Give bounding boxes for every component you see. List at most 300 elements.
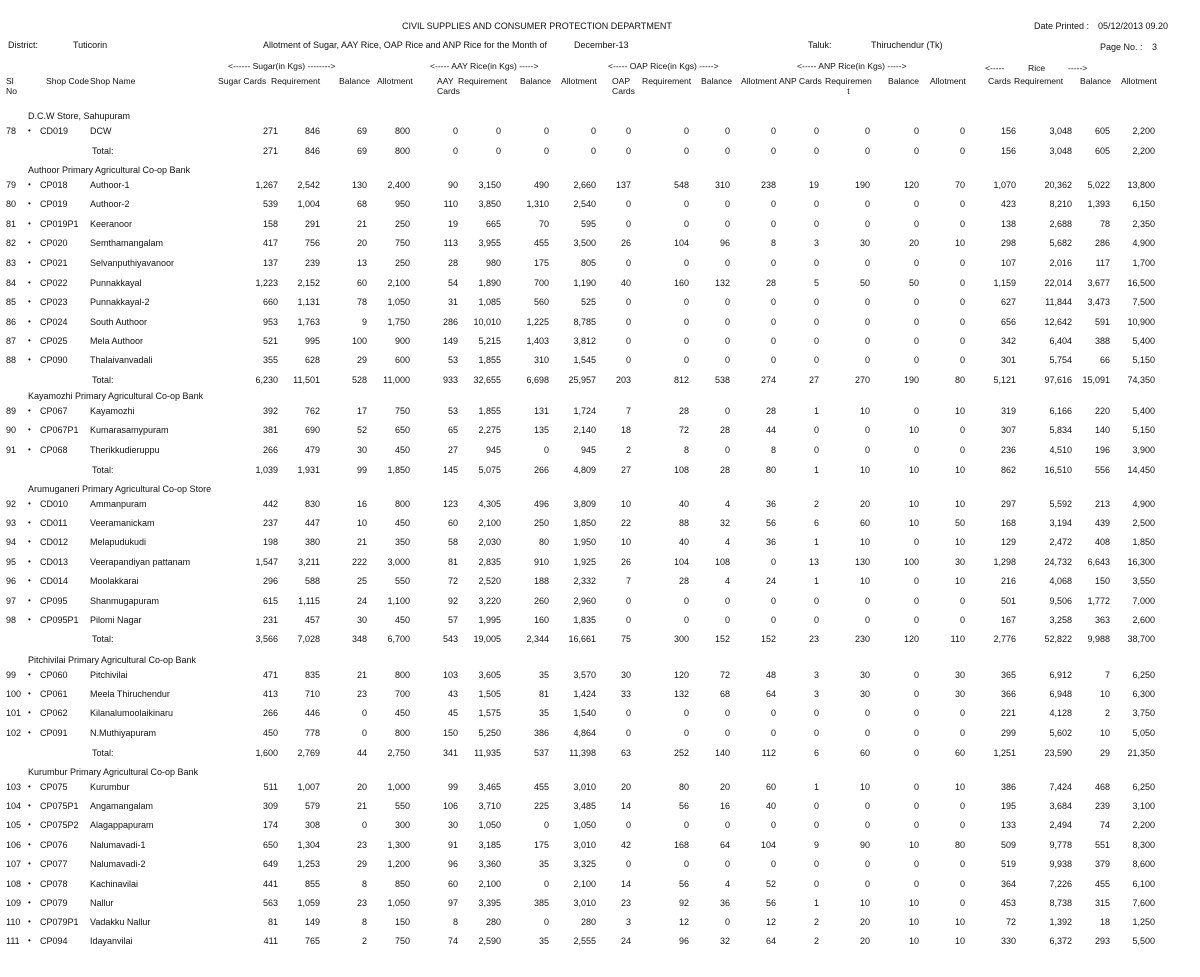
anp-cards-value: 0 <box>813 879 819 889</box>
oap-cards-value: 40 <box>620 278 631 288</box>
aay-cards-value: 0 <box>452 126 458 136</box>
col-rice-balance: Balance <box>1080 76 1112 86</box>
aay-balance-total: 537 <box>533 748 549 758</box>
rice-allotment-value: 5,150 <box>1132 355 1155 365</box>
anp-allotment-value: 10 <box>954 782 965 792</box>
sugar-balance-value: 9 <box>361 317 367 327</box>
date-printed: 05/12/2013 09.20 <box>1098 21 1169 31</box>
aay-requirement-value: 10,010 <box>473 317 501 327</box>
col-oap-cards: OAP Cards <box>612 76 635 96</box>
rice-cards-value: 129 <box>1000 537 1016 547</box>
aay-requirement-total: 19,005 <box>473 634 501 644</box>
oap-allotment-value: 0 <box>770 859 776 869</box>
oap-cards-value: 0 <box>625 859 631 869</box>
sugar-allotment-value: 700 <box>394 689 410 699</box>
anp-allotment-value: 0 <box>959 820 965 830</box>
aay-balance-total: 266 <box>533 465 549 475</box>
oap-cards-value: 0 <box>625 199 631 209</box>
oap-cards-value: 7 <box>625 576 631 586</box>
sl-no: 95 <box>6 557 17 567</box>
oap-requirement-value: 168 <box>673 840 689 850</box>
group-heading: D.C.W Store, Sahupuram <box>28 111 131 121</box>
rice-balance-value: 388 <box>1094 336 1110 346</box>
shop-code: CP095P1 <box>40 615 79 625</box>
sugar-allotment-value: 800 <box>394 126 410 136</box>
group-heading: Authoor Primary Agricultural Co-op Bank <box>28 165 191 175</box>
sugar-requirement-value: 1,253 <box>297 859 320 869</box>
oap-requirement-value: 132 <box>673 689 689 699</box>
anp-requirement-value: 0 <box>864 355 870 365</box>
table-row <box>0 445 1200 459</box>
oap-allotment-value: 0 <box>770 297 776 307</box>
shop-code: CP095 <box>40 596 68 606</box>
rice-balance-value: 363 <box>1094 615 1110 625</box>
anp-cards-value: 1 <box>813 537 819 547</box>
aay-cards-value: 45 <box>447 708 458 718</box>
rice-balance-value: 293 <box>1094 936 1110 946</box>
oap-balance-value: 0 <box>724 445 730 455</box>
anp-balance-value: 0 <box>913 219 919 229</box>
anp-requirement-value: 30 <box>859 689 870 699</box>
aay-allotment-value: 2,540 <box>573 199 596 209</box>
table-row <box>0 596 1200 610</box>
shop-name: Selvanputhiyavanoor <box>90 258 175 268</box>
shop-name: Keeranoor <box>90 219 133 229</box>
oap-cards-value: 3 <box>625 917 631 927</box>
taluk-value: Thiruchendur (Tk) <box>871 40 943 50</box>
rice-cards-value: 167 <box>1000 615 1016 625</box>
rice-requirement-value: 24,732 <box>1044 557 1072 567</box>
row-bullet-icon: • <box>28 576 31 585</box>
rice-balance-value: 66 <box>1099 355 1110 365</box>
anp-requirement-total: 10 <box>859 465 870 475</box>
anp-allotment-value: 0 <box>959 126 965 136</box>
col-sugar-cards: Sugar Cards <box>218 76 267 86</box>
rice-cards-value: 386 <box>1000 782 1016 792</box>
rice-allotment-total: 21,350 <box>1127 748 1155 758</box>
shop-code: CP023 <box>40 297 68 307</box>
row-bullet-icon: • <box>28 238 31 247</box>
rice-requirement-value: 2,472 <box>1049 537 1072 547</box>
shop-code: CD011 <box>40 518 68 528</box>
shop-name: Punnakkayal-2 <box>90 297 150 307</box>
sl-no: 108 <box>6 879 22 889</box>
oap-requirement-value: 92 <box>678 898 689 908</box>
sl-no: 103 <box>6 782 22 792</box>
sl-no: 82 <box>6 238 17 248</box>
sugar-group-heading: <------ Sugar(in Kgs) --------> <box>228 61 336 71</box>
anp-cards-value: 0 <box>813 708 819 718</box>
sugar-cards-total: 1,039 <box>255 465 278 475</box>
oap-balance-value: 36 <box>719 898 730 908</box>
rice-cards-total: 862 <box>1000 465 1016 475</box>
anp-balance-value: 0 <box>913 199 919 209</box>
anp-requirement-total: 60 <box>859 748 870 758</box>
rice-requirement-total: 97,616 <box>1044 375 1072 385</box>
anp-balance-value: 0 <box>913 317 919 327</box>
oap-requirement-value: 0 <box>683 219 689 229</box>
rice-balance-total: 29 <box>1099 748 1110 758</box>
aay-balance-value: 386 <box>533 728 549 738</box>
sugar-cards-value: 411 <box>263 936 278 946</box>
aay-balance-value: 35 <box>538 859 549 869</box>
rice-balance-value: 78 <box>1099 219 1110 229</box>
anp-allotment-total: 80 <box>954 375 965 385</box>
sugar-balance-total: 69 <box>356 146 367 156</box>
anp-balance-value: 50 <box>908 278 919 288</box>
anp-allotment-value: 0 <box>959 199 965 209</box>
aay-allotment-value: 805 <box>580 258 596 268</box>
oap-requirement-value: 40 <box>678 499 689 509</box>
sugar-cards-value: 953 <box>262 317 278 327</box>
aay-balance-total: 6,698 <box>526 375 549 385</box>
anp-balance-value: 0 <box>913 879 919 889</box>
row-bullet-icon: • <box>28 596 31 605</box>
rice-allotment-value: 7,600 <box>1132 898 1155 908</box>
anp-cards-value: 3 <box>813 689 819 699</box>
col-rice-requirement: Requirement <box>1014 76 1064 86</box>
aay-requirement-value: 1,085 <box>478 297 501 307</box>
aay-allotment-value: 1,850 <box>573 518 596 528</box>
oap-cards-value: 0 <box>625 126 631 136</box>
sugar-cards-total: 6,230 <box>255 375 278 385</box>
sugar-allotment-value: 800 <box>394 670 410 680</box>
table-row <box>0 708 1200 722</box>
rice-allotment-value: 1,850 <box>1132 537 1155 547</box>
anp-balance-value: 0 <box>913 596 919 606</box>
aay-requirement-value: 1,050 <box>478 820 501 830</box>
anp-cards-value: 0 <box>813 258 819 268</box>
rice-allotment-value: 8,600 <box>1132 859 1155 869</box>
sugar-cards-value: 81 <box>267 917 278 927</box>
oap-balance-total: 28 <box>719 465 730 475</box>
aay-requirement-total: 5,075 <box>478 465 501 475</box>
table-row <box>0 126 1200 140</box>
table-row <box>0 258 1200 272</box>
oap-allotment-value: 238 <box>760 180 776 190</box>
anp-requirement-total: 230 <box>854 634 870 644</box>
sugar-allotment-value: 2,400 <box>387 180 410 190</box>
rice-allotment-value: 5,400 <box>1132 406 1155 416</box>
sugar-balance-value: 52 <box>356 425 367 435</box>
shop-name: Kayamozhi <box>90 406 135 416</box>
aay-requirement-value: 980 <box>485 258 501 268</box>
sugar-requirement-value: 1,763 <box>297 317 320 327</box>
total-label: Total: <box>92 634 114 644</box>
oap-requirement-value: 160 <box>673 278 689 288</box>
aay-allotment-total: 16,661 <box>568 634 596 644</box>
rice-balance-value: 10 <box>1099 689 1110 699</box>
sugar-allotment-value: 450 <box>394 518 410 528</box>
aay-allotment-value: 2,660 <box>573 180 596 190</box>
rice-balance-value: 196 <box>1094 445 1110 455</box>
sl-no: 94 <box>6 537 17 547</box>
sugar-cards-value: 266 <box>262 445 278 455</box>
oap-allotment-value: 0 <box>770 126 776 136</box>
anp-cards-value: 0 <box>813 425 819 435</box>
row-bullet-icon: • <box>28 898 31 907</box>
aay-requirement-value: 945 <box>485 445 501 455</box>
aay-requirement-value: 2,275 <box>478 425 501 435</box>
rice-balance-value: 408 <box>1094 537 1110 547</box>
anp-allotment-value: 10 <box>954 406 965 416</box>
anp-balance-value: 0 <box>913 355 919 365</box>
rice-allotment-value: 2,350 <box>1132 219 1155 229</box>
sugar-requirement-value: 628 <box>304 355 320 365</box>
col-shop-code: Shop Code <box>46 76 90 86</box>
anp-balance-value: 0 <box>913 336 919 346</box>
sugar-cards-value: 392 <box>262 406 278 416</box>
sugar-requirement-value: 457 <box>304 615 320 625</box>
shop-name: Meela Thiruchendur <box>90 689 170 699</box>
rice-requirement-value: 22,014 <box>1044 278 1072 288</box>
anp-requirement-value: 0 <box>864 258 870 268</box>
sugar-requirement-value: 835 <box>304 670 320 680</box>
anp-balance-value: 0 <box>913 445 919 455</box>
rice-cards-value: 138 <box>1000 219 1016 229</box>
sugar-requirement-total: 11,501 <box>293 375 320 385</box>
anp-requirement-total: 270 <box>854 375 870 385</box>
oap-allotment-value: 0 <box>770 557 776 567</box>
oap-balance-value: 0 <box>724 258 730 268</box>
shop-code: CP024 <box>40 317 68 327</box>
aay-allotment-value: 1,190 <box>573 278 596 288</box>
oap-allotment-value: 0 <box>770 317 776 327</box>
aay-cards-value: 106 <box>442 801 458 811</box>
sugar-cards-value: 271 <box>262 126 278 136</box>
oap-allotment-total: 152 <box>760 634 776 644</box>
sugar-balance-value: 17 <box>356 406 367 416</box>
aay-cards-value: 8 <box>452 917 458 927</box>
sugar-requirement-value: 579 <box>304 801 320 811</box>
col-oap-balance: Balance <box>701 76 733 86</box>
aay-requirement-value: 3,185 <box>478 840 501 850</box>
rice-cards-value: 297 <box>1000 499 1016 509</box>
sugar-requirement-value: 3,211 <box>298 557 320 567</box>
sugar-requirement-value: 2,542 <box>297 180 320 190</box>
anp-requirement-value: 10 <box>859 406 870 416</box>
sl-no: 105 <box>6 820 22 830</box>
shop-code: CP078 <box>40 879 68 889</box>
table-row <box>0 879 1200 893</box>
oap-requirement-value: 56 <box>678 801 689 811</box>
aay-allotment-value: 3,010 <box>573 898 596 908</box>
oap-requirement-value: 12 <box>678 917 689 927</box>
oap-requirement-value: 104 <box>673 557 689 567</box>
oap-balance-value: 0 <box>724 728 730 738</box>
aay-cards-value: 58 <box>447 537 458 547</box>
anp-balance-value: 0 <box>913 576 919 586</box>
sugar-requirement-value: 690 <box>304 425 320 435</box>
rice-requirement-value: 6,372 <box>1049 936 1072 946</box>
rice-cards-value: 1,298 <box>993 557 1016 567</box>
oap-cards-value: 0 <box>625 728 631 738</box>
anp-balance-total: 0 <box>913 748 919 758</box>
table-row <box>0 297 1200 311</box>
col-aay-cards: AAY Cards <box>437 76 460 96</box>
rice-allotment-value: 6,150 <box>1132 199 1155 209</box>
oap-balance-value: 0 <box>724 126 730 136</box>
aay-cards-value: 99 <box>447 782 458 792</box>
oap-balance-value: 0 <box>724 406 730 416</box>
oap-requirement-value: 0 <box>683 199 689 209</box>
oap-requirement-total: 812 <box>673 375 689 385</box>
sl-no: 111 <box>6 936 20 946</box>
sugar-balance-value: 0 <box>361 708 367 718</box>
rice-requirement-value: 3,258 <box>1049 615 1072 625</box>
anp-requirement-value: 0 <box>864 126 870 136</box>
shop-name: Shanmugapuram <box>90 596 160 606</box>
oap-allotment-value: 0 <box>770 219 776 229</box>
row-bullet-icon: • <box>28 615 31 624</box>
sugar-cards-value: 237 <box>262 518 278 528</box>
table-row <box>0 537 1200 551</box>
rice-requirement-value: 9,938 <box>1049 859 1072 869</box>
oap-cards-value: 0 <box>625 258 631 268</box>
aay-balance-value: 225 <box>533 801 549 811</box>
oap-allotment-value: 0 <box>770 355 776 365</box>
anp-balance-value: 10 <box>908 898 919 908</box>
rice-allotment-total: 74,350 <box>1127 375 1155 385</box>
shop-name: DCW <box>90 126 112 136</box>
oap-cards-value: 24 <box>620 936 631 946</box>
rice-cards-value: 509 <box>1000 840 1016 850</box>
anp-balance-value: 0 <box>913 126 919 136</box>
anp-cards-value: 5 <box>813 278 819 288</box>
aay-allotment-value: 3,010 <box>573 840 596 850</box>
sugar-allotment-value: 1,300 <box>387 840 410 850</box>
sugar-balance-value: 29 <box>356 355 367 365</box>
sugar-cards-value: 158 <box>262 219 278 229</box>
sugar-balance-value: 23 <box>356 840 367 850</box>
sugar-cards-value: 511 <box>263 782 278 792</box>
anp-cards-value: 1 <box>813 576 819 586</box>
aay-requirement-value: 3,850 <box>478 199 501 209</box>
rice-cards-value: 1,070 <box>993 180 1016 190</box>
oap-requirement-value: 104 <box>673 238 689 248</box>
aay-cards-value: 90 <box>447 180 458 190</box>
table-row <box>0 278 1200 292</box>
oap-cards-value: 30 <box>620 670 631 680</box>
sugar-allotment-value: 550 <box>394 576 410 586</box>
anp-allotment-value: 0 <box>959 708 965 718</box>
anp-balance-value: 100 <box>903 557 919 567</box>
sugar-cards-value: 521 <box>262 336 278 346</box>
aay-requirement-value: 5,215 <box>478 336 501 346</box>
anp-balance-total: 0 <box>913 146 919 156</box>
rice-requirement-total: 3,048 <box>1049 146 1072 156</box>
shop-code: CD019 <box>40 126 69 136</box>
sugar-cards-value: 1,547 <box>255 557 278 567</box>
oap-requirement-value: 0 <box>683 355 689 365</box>
sugar-balance-value: 21 <box>356 801 367 811</box>
rice-balance-value: 2 <box>1104 708 1110 718</box>
aay-cards-value: 97 <box>447 898 458 908</box>
row-bullet-icon: • <box>28 278 31 287</box>
rice-cards-value: 656 <box>1000 317 1016 327</box>
sugar-cards-total: 3,566 <box>255 634 278 644</box>
sugar-cards-value: 381 <box>262 425 278 435</box>
sl-no: 102 <box>6 728 22 738</box>
sugar-balance-value: 30 <box>356 615 367 625</box>
sugar-cards-value: 471 <box>262 670 278 680</box>
oap-requirement-value: 0 <box>683 728 689 738</box>
rice-cards-total: 1,251 <box>993 748 1016 758</box>
table-row <box>0 557 1200 571</box>
sl-no: 110 <box>6 917 21 927</box>
oap-allotment-total: 80 <box>765 465 776 475</box>
sugar-allotment-value: 250 <box>394 258 410 268</box>
oap-allotment-value: 0 <box>770 596 776 606</box>
sugar-balance-value: 23 <box>356 898 367 908</box>
sugar-requirement-total: 846 <box>304 146 320 156</box>
shop-code: CP025 <box>40 336 68 346</box>
rice-cards-value: 133 <box>1000 820 1016 830</box>
group-heading: Arumuganeri Primary Agricultural Co-op Store <box>28 484 212 494</box>
oap-requirement-value: 0 <box>683 126 689 136</box>
oap-balance-value: 310 <box>714 180 730 190</box>
aay-requirement-value: 3,220 <box>478 596 501 606</box>
oap-allotment-total: 112 <box>761 748 776 758</box>
anp-allotment-value: 0 <box>959 879 965 889</box>
oap-cards-value: 0 <box>625 615 631 625</box>
anp-allotment-value: 0 <box>959 728 965 738</box>
anp-allotment-value: 0 <box>959 596 965 606</box>
rice-cards-value: 364 <box>1000 879 1016 889</box>
shop-code: CD010 <box>40 499 69 509</box>
sl-no: 92 <box>6 499 17 509</box>
shop-code: CP077 <box>40 859 68 869</box>
anp-allotment-value: 10 <box>954 537 965 547</box>
oap-cards-value: 23 <box>620 898 631 908</box>
anp-cards-value: 0 <box>813 445 819 455</box>
rice-requirement-total: 23,590 <box>1044 748 1072 758</box>
anp-requirement-value: 190 <box>854 180 870 190</box>
rice-requirement-value: 12,642 <box>1044 317 1072 327</box>
shop-name: Kurumbur <box>90 782 130 792</box>
anp-allotment-value: 0 <box>959 801 965 811</box>
rice-cards-value: 298 <box>1000 238 1016 248</box>
sugar-cards-value: 137 <box>262 258 278 268</box>
aay-balance-value: 80 <box>538 537 549 547</box>
oap-balance-total: 0 <box>724 146 730 156</box>
sl-no: 106 <box>6 840 22 850</box>
aay-balance-value: 35 <box>538 708 549 718</box>
shop-code: CP079 <box>40 898 68 908</box>
rice-requirement-value: 5,754 <box>1049 355 1072 365</box>
anp-balance-value: 0 <box>913 820 919 830</box>
aay-balance-value: 0 <box>543 879 549 889</box>
aay-allotment-value: 2,960 <box>573 596 596 606</box>
aay-balance-value: 1,403 <box>526 336 549 346</box>
oap-allotment-value: 28 <box>765 278 776 288</box>
shop-code: CP094 <box>40 936 68 946</box>
sugar-allotment-value: 750 <box>394 936 410 946</box>
anp-allotment-value: 30 <box>954 689 965 699</box>
shop-code: CP018 <box>40 180 68 190</box>
district-label: District: <box>8 40 38 50</box>
anp-allotment-value: 10 <box>954 576 965 586</box>
row-bullet-icon: • <box>28 355 31 364</box>
rice-cards-value: 627 <box>1000 297 1016 307</box>
col-anp-balance: Balance <box>888 76 920 86</box>
sugar-allotment-total: 800 <box>394 146 410 156</box>
sugar-cards-value: 650 <box>262 840 278 850</box>
sugar-balance-value: 60 <box>356 278 367 288</box>
anp-balance-value: 10 <box>908 518 919 528</box>
oap-requirement-value: 8 <box>683 445 689 455</box>
anp-requirement-value: 0 <box>864 297 870 307</box>
